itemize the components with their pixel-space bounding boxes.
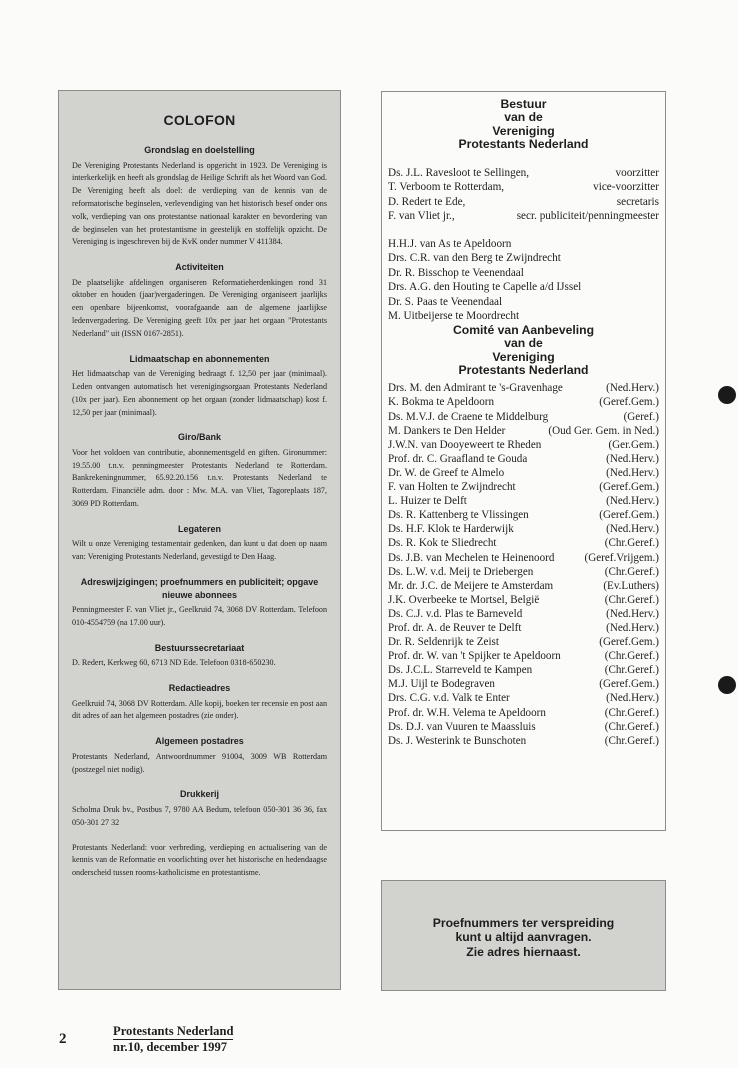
entry-church: (Ned.Herv.) (606, 607, 659, 620)
entry-church: (Geref.Gem.) (599, 509, 659, 522)
promo-line: Zie adres hiernaast. (466, 944, 581, 959)
promo-line: kunt u altijd aanvragen. (455, 930, 592, 945)
comite-entry (388, 593, 659, 607)
entry-name: Ds. L.W. v.d. Meij te Driebergen (388, 565, 534, 578)
comite-entry (388, 720, 659, 734)
entry-name: Ds. J. Westerink te Bunschoten (388, 734, 527, 747)
entry-church: (Ned.Herv.) (606, 382, 659, 395)
colofon-section-drukkerij (72, 788, 327, 880)
title-line: Comité van Aanbeveling (452, 322, 595, 337)
punch-hole-bottom (718, 676, 736, 694)
entry-church: (Chr.Geref.) (604, 593, 659, 606)
section-heading: Adreswijzigingen; proefnummers en publiciteit; opgave nieuwe abonnees (80, 576, 319, 600)
publication-name: Protestants Nederland (113, 1024, 234, 1038)
comite-entry (388, 677, 659, 691)
title-line: Protestants Nederland (458, 137, 589, 152)
entry-church: (Geref.Gem.) (599, 481, 659, 494)
colofon-section-bestuurssecretariaat (72, 642, 327, 670)
comite-entry (388, 621, 659, 635)
entry-church: (Geref.Gem.) (599, 678, 659, 691)
section-heading: Algemeen postadres (155, 736, 244, 747)
comite-entry (388, 551, 659, 565)
section-heading: Redactieadres (168, 683, 231, 694)
entry-name: Dr. R. Seldenrijk te Zeist (388, 636, 499, 649)
comite-entry (388, 691, 659, 705)
entry-church: (Ev.Luthers) (603, 579, 659, 592)
comite-entry (388, 734, 659, 748)
colofon-section-activiteiten (72, 261, 327, 341)
entry-church: (Geref.) (623, 410, 659, 423)
board-member: H.H.J. van As te Apeldoorn (388, 237, 512, 250)
officer-row (388, 195, 659, 210)
entry-church: (Geref.Gem.) (599, 636, 659, 649)
comite-entry (388, 381, 659, 395)
entry-name: K. Bokma te Apeldoorn (388, 396, 494, 409)
section-heading: Bestuurssecretariaat (154, 642, 245, 653)
entry-name: Ds. J.B. van Mechelen te Heinenoord (388, 551, 555, 564)
entry-name: J.K. Overbeeke te Mortsel, België (388, 593, 540, 606)
publication-issue: nr.10, december 1997 (113, 1040, 228, 1054)
promo-line: Proefnummers ter verspreiding (432, 915, 615, 930)
entry-church: (Chr.Geref.) (604, 537, 659, 550)
entry-church: (Ned.Herv.) (606, 621, 659, 634)
entry-church: (Chr.Geref.) (604, 664, 659, 677)
officers-list (388, 166, 659, 224)
comite-entry (388, 508, 659, 522)
comite-entry (388, 438, 659, 452)
section-heading: Legateren (177, 523, 221, 534)
entry-name: Prof. dr. W. van 't Spijker te Apeldoorn (388, 650, 561, 663)
section-heading: Giro/Bank (177, 432, 221, 443)
officer-role: vice-voorzitter (593, 181, 659, 194)
colofon-section-lidmaatschap (72, 353, 327, 420)
title-line: van de (504, 336, 543, 351)
entry-church: (Chr.Geref.) (604, 706, 659, 719)
comite-entry (388, 424, 659, 438)
title-line: van de (504, 110, 543, 125)
publication-footer (113, 1024, 233, 1055)
entry-church: (Ned.Herv.) (606, 452, 659, 465)
officer-name: F. van Vliet jr., (388, 210, 455, 223)
section-heading: Lidmaatschap en abonnementen (129, 353, 270, 364)
section-text: Het lidmaatschap van de Vereniging bedraagt f. 12,50 per jaar (minimaal). Leden ontvangen automatisch het verenigingsorgaan Protestants Nederland (10x per jaar). Een abonnement op het orgaan (zonder lidmaatschap) kost f. 12,50 per jaar (minimaal). (72, 369, 327, 417)
comite-entry (388, 635, 659, 649)
entry-name: Ds. R. Kok te Sliedrecht (388, 537, 497, 550)
entry-name: Drs. M. den Admirant te 's-Gravenhage (388, 382, 563, 395)
entry-church: (Geref.Vrijgem.) (584, 551, 659, 564)
entry-church: (Chr.Geref.) (604, 565, 659, 578)
section-text: Protestants Nederland, Antwoordnummer 91004, 3009 WB Rotterdam (postzegel niet nodig). (72, 751, 327, 774)
board-member: M. Uitbeijerse te Moordrecht (388, 310, 520, 323)
page-number: 2 (59, 1031, 67, 1047)
punch-hole-top (718, 386, 736, 404)
colofon-box (58, 90, 341, 990)
comite-title (388, 324, 659, 378)
comite-entry (388, 706, 659, 720)
entry-church: (Ned.Herv.) (606, 495, 659, 508)
section-heading: Drukkerij (179, 789, 220, 800)
entry-name: M.J. Uijl te Bodegraven (388, 678, 495, 691)
entry-name: Mr. dr. J.C. de Meijere te Amsterdam (388, 579, 554, 592)
entry-name: Ds. D.J. van Vuuren te Maassluis (388, 720, 536, 733)
entry-name: Ds. H.F. Klok te Harderwijk (388, 523, 514, 536)
section-heading: Activiteiten (175, 262, 224, 273)
colofon-section-adreswijzigingen (72, 576, 327, 630)
bestuur-box (381, 91, 666, 831)
entry-church: (Ger.Gem.) (608, 438, 659, 451)
title-line: Vereniging (492, 123, 555, 138)
entry-church: (Ned.Herv.) (606, 523, 659, 536)
comite-entry (388, 494, 659, 508)
section-text: Penningmeester F. van Vliet jr., Geelkruid 74, 3068 DV Rotterdam. Telefoon 010-4554759 (na 17.00 uur). (72, 605, 327, 627)
entry-name: Ds. R. Kattenberg te Vlissingen (388, 509, 529, 522)
bestuur-title (388, 98, 659, 152)
section-text: Scholma Druk bv., Postbus 7, 9780 AA Bedum, telefoon 050-301 36 36, fax 050-301 27 32 (72, 804, 327, 827)
officer-row (388, 166, 659, 181)
title-line: Vereniging (492, 349, 555, 364)
colofon-section-postadres (72, 735, 327, 776)
board-member: Dr. R. Bisschop te Veenendaal (388, 266, 524, 279)
colofon-section-redactieadres (72, 682, 327, 723)
entry-name: L. Huizer te Delft (388, 495, 467, 508)
comite-entry (388, 466, 659, 480)
entry-church: (Chr.Geref.) (604, 650, 659, 663)
officer-name: D. Redert te Ede, (388, 195, 466, 208)
officer-role: voorzitter (615, 166, 659, 179)
section-text: Voor het voldoen van contributie, abonnementsgeld en giften. Gironummer: 19.55.00 t.n.v. penningmeester Protestants Nederland te Rotterdam. Bankrekeningnummer, 65.92.20.156 t.n.v. Protestants Nederland te Rotterdam. Financiële adm. door : Mw. M.A. van Vliet, Tagoreplaats 187, 3069 PD Rotterdam. (72, 447, 327, 508)
comite-entry (388, 649, 659, 663)
comite-list (388, 381, 659, 747)
entry-name: Prof. dr. A. de Reuver te Delft (388, 621, 522, 634)
comite-entry (388, 663, 659, 677)
entry-church: (Geref.Gem.) (599, 396, 659, 409)
comite-entry (388, 452, 659, 466)
comite-entry (388, 410, 659, 424)
comite-entry (388, 522, 659, 536)
comite-entry (388, 480, 659, 494)
officer-row (388, 180, 659, 195)
mission-statement: Protestants Nederland: voor verbreding, verdieping en actualisering van de kennis van de Reformatie en voorlichting over het historische en hedendaagse onderscheid tussen rooms-katholicisme en protestantisme. (72, 842, 327, 878)
entry-church: (Chr.Geref.) (604, 734, 659, 747)
board-member: Dr. S. Paas te Veenendaal (388, 295, 503, 308)
board-members-list (388, 237, 659, 324)
entry-name: M. Dankers te Den Helder (388, 424, 506, 437)
title-line: Protestants Nederland (458, 362, 589, 377)
section-text: De Vereniging Protestants Nederland is opgericht in 1923. De Vereniging is interkerkelijk en heeft als grondslag de Heilige Schrift als het Woord van God. De Vereniging heeft als doel: de verdieping van de kennis van de reformatorische beginselen, verlevendiging van het historisch besef onder ons volk, verdieping van ons protestantse nationaal karakter en bevordering van de beginselen van het protestantisme in geestelijk en stoffelijk opzicht. De Vereniging is ingeschreven bij de KvK onder nummer V 411384. (72, 160, 327, 247)
officer-row (388, 209, 659, 224)
comite-entry (388, 395, 659, 409)
comite-entry (388, 536, 659, 550)
comite-entry (388, 607, 659, 621)
officer-name: T. Verboom te Rotterdam, (388, 181, 505, 194)
comite-entry (388, 565, 659, 579)
officer-name: Ds. J.L. Ravesloot te Sellingen, (388, 166, 530, 179)
promo-box (381, 880, 666, 991)
entry-name: J.W.N. van Dooyeweert te Rheden (388, 438, 542, 451)
officer-role: secretaris (616, 195, 659, 208)
entry-name: Ds. J.C.L. Starreveld te Kampen (388, 664, 533, 677)
entry-church: (Ned.Herv.) (606, 692, 659, 705)
entry-name: Dr. W. de Greef te Almelo (388, 466, 505, 479)
section-heading: Grondslag en doelstelling (144, 145, 255, 155)
colofon-section-giro-bank (72, 431, 327, 511)
title-line: Bestuur (500, 97, 547, 111)
entry-name: Prof. dr. W.H. Velema te Apeldoorn (388, 706, 546, 719)
entry-name: Drs. C.G. v.d. Valk te Enter (388, 692, 510, 705)
colofon-section-grondslag (72, 144, 327, 249)
entry-name: Prof. dr. C. Graafland te Gouda (388, 452, 528, 465)
section-text: Geelkruid 74, 3068 DV Rotterdam. Alle kopij, boeken ter recensie en post aan dit adres of aan het algemeen postadres (zie onder). (72, 698, 327, 721)
entry-church: (Chr.Geref.) (604, 720, 659, 733)
colofon-title: COLOFON (163, 112, 236, 128)
entry-church: (Oud Ger. Gem. in Ned.) (548, 424, 659, 437)
section-text: Wilt u onze Vereniging testamentair gedenken, dan kunt u dat doen op naam van: Vereniging Protestants Nederland, gevestigd te Den Haag. (72, 539, 327, 562)
entry-name: Ds. C.J. v.d. Plas te Barneveld (388, 607, 523, 620)
colofon-section-legateren (72, 523, 327, 564)
entry-church: (Ned.Herv.) (606, 466, 659, 479)
comite-entry (388, 579, 659, 593)
officer-role: secr. publiciteit/penningmeester (516, 210, 659, 223)
board-member: Drs. C.R. van den Berg te Zwijndrecht (388, 252, 561, 265)
board-member: Drs. A.G. den Houting te Capelle a/d IJssel (388, 281, 582, 294)
section-text: D. Redert, Kerkweg 60, 6713 ND Ede. Telefoon 0318-650230. (72, 658, 276, 668)
section-text: De plaatselijke afdelingen organiseren Reformatieherdenkingen rond 31 oktober en houden (jaar)vergaderingen. De Vereniging organiseert jaarlijks een openbare bijeenkomst, voorafgaande aan de algemene jaarlijkse ledenvergadering. De Vereniging geeft 10x per jaar het orgaan "Protestants Nederland" uit (ISSN 0167-2851). (72, 277, 327, 338)
entry-name: F. van Holten te Zwijndrecht (388, 481, 516, 494)
entry-name: Ds. M.V.J. de Craene te Middelburg (388, 410, 549, 423)
